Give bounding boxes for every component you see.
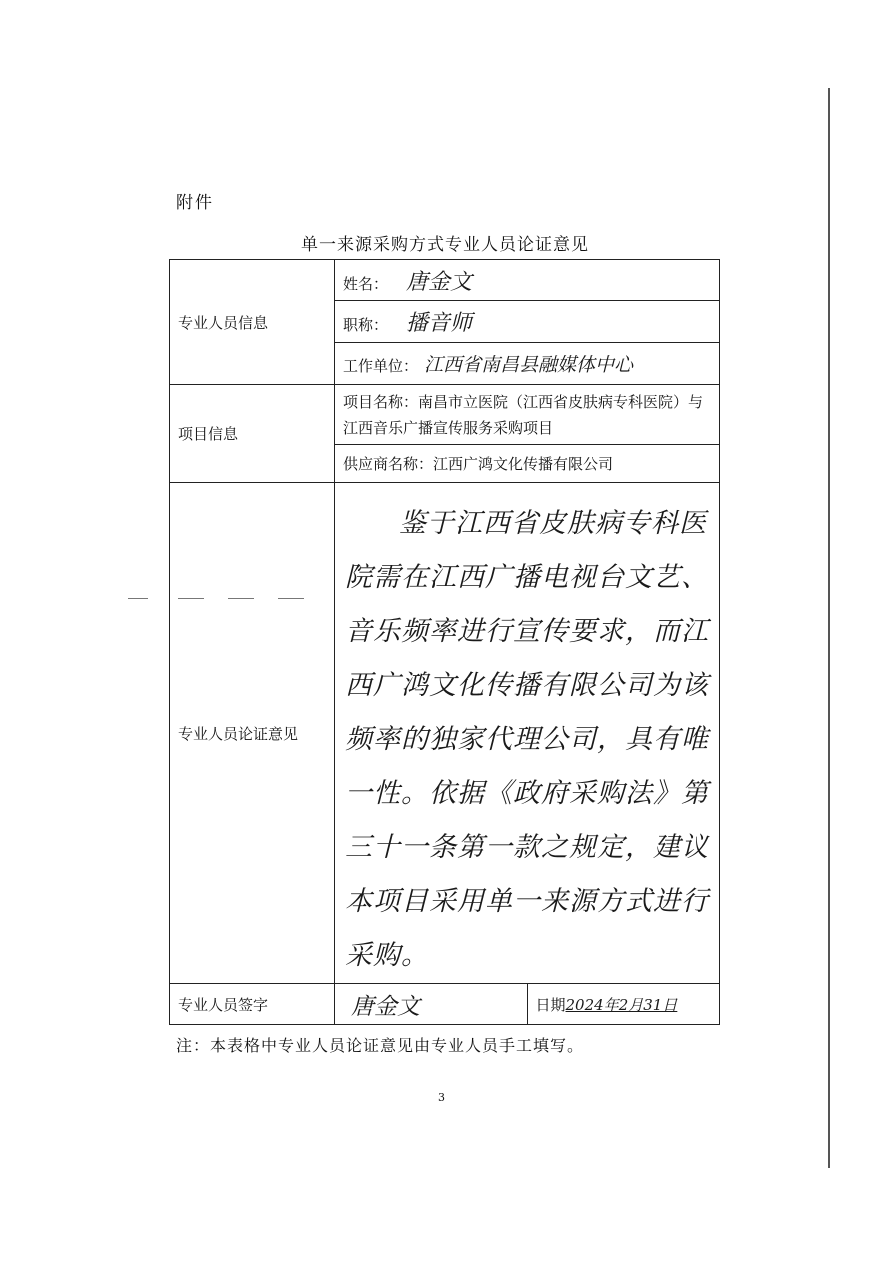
date-handwritten-value: 2024年2月31日 (565, 995, 678, 1014)
scan-edge-line (828, 88, 830, 1168)
expert-name-cell (335, 260, 720, 301)
date-cell (527, 984, 720, 1025)
scan-dash-mark (128, 598, 148, 599)
title-handwritten-value: 播音师 (406, 311, 473, 336)
project-info-section-label: 项目信息 (170, 385, 335, 483)
name-handwritten-value: 唐金文 (406, 269, 473, 295)
project-name-value: 南昌市立医院（江西省皮肤病专科医院）与江西音乐广播宣传服务采购项目 (343, 392, 704, 437)
work-unit-label: 工作单位： (343, 357, 419, 375)
signature-cell (335, 984, 528, 1025)
opinion-handwritten-text: 鉴于江西省皮肤病专科医院需在江西广播电视台文艺、音乐频率进行宣传要求，而江西广鸿文化传播有限公司为该频率的独家代理公司，具有唯一性。依据《政府采购法》第三十一条第一款之规定，建议本项目采用单一来源方式进行采购。 (345, 508, 709, 971)
project-name-label: 项目名称： (343, 392, 419, 411)
title-label: 职称： (343, 316, 389, 334)
name-label: 姓名： (343, 274, 389, 293)
supplier-value: 江西广鸿文化传播有限公司 (433, 455, 614, 473)
supplier-label: 供应商名称： (343, 455, 434, 473)
signature-label: 专业人员签字 (170, 984, 335, 1025)
project-name-cell (335, 385, 720, 445)
date-label: 日期 (535, 995, 566, 1014)
work-unit-cell (335, 343, 720, 385)
footer-note: 注：本表格中专业人员论证意见由专业人员手工填写。 (176, 1036, 585, 1055)
signature-handwritten: 唐金文 (351, 993, 420, 1020)
opinion-cell (335, 483, 720, 984)
attachment-label: 附件 (176, 193, 214, 213)
expert-title-cell (335, 301, 720, 343)
supplier-cell (335, 445, 720, 483)
expert-info-section-label: 专业人员信息 (170, 260, 335, 385)
page-number: 3 (438, 1091, 445, 1104)
document-title: 单一来源采购方式专业人员论证意见 (301, 235, 589, 255)
argument-form-table (169, 259, 720, 1025)
opinion-section-label: 专业人员论证意见 (170, 483, 335, 984)
work-unit-handwritten-value: 江西省南昌县融媒体中心 (424, 354, 634, 376)
